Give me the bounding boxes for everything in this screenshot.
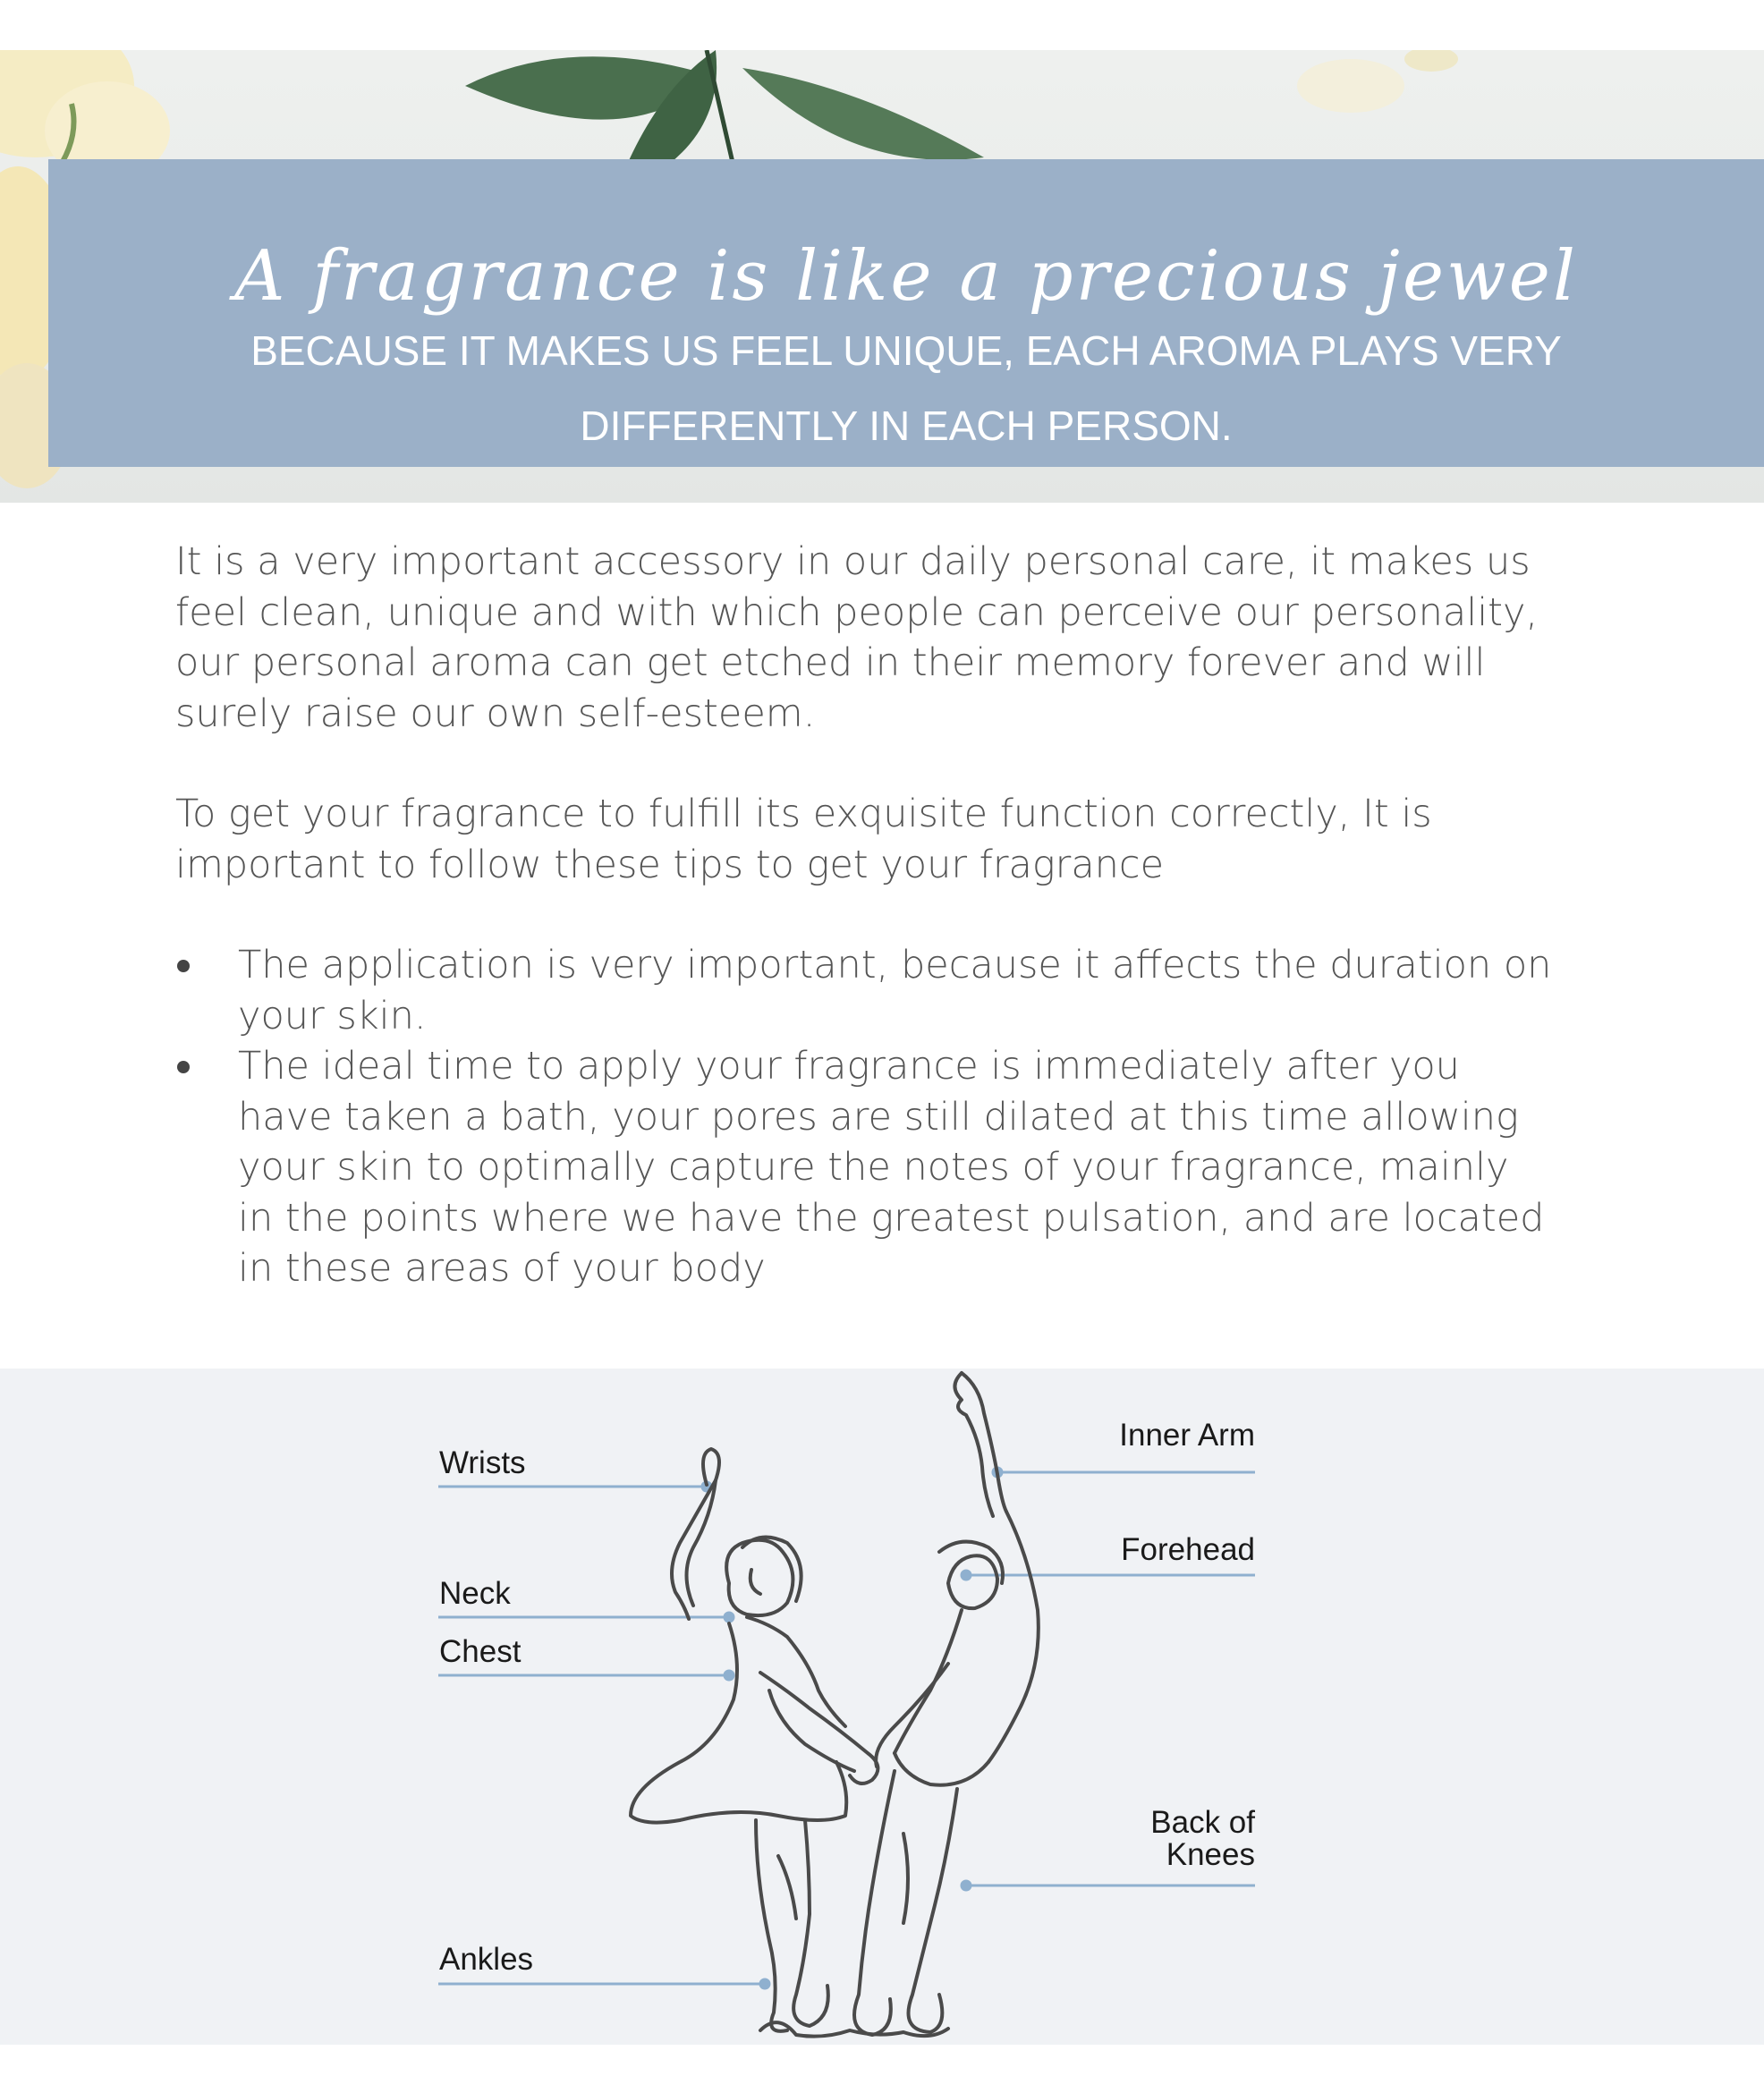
hero-header <box>0 50 1764 503</box>
title-banner <box>48 159 1764 467</box>
label-line: Back of <box>1150 1805 1255 1840</box>
woman-face <box>751 1570 760 1594</box>
man-head <box>948 1555 997 1608</box>
list-item-text: The application is very important, because it affects the duration on your skin. <box>238 943 1552 1038</box>
pulse-point-dot <box>962 1571 971 1580</box>
list-item <box>175 940 1553 1041</box>
label-forehead: Forehead <box>1121 1532 1255 1567</box>
pulse-points-diagram <box>0 1368 1764 2045</box>
pulse-point-dot <box>725 1613 734 1622</box>
bullet-icon <box>177 960 190 972</box>
couple-line-art <box>631 1373 1039 2037</box>
pulse-point-dot <box>962 1881 971 1890</box>
subtitle-line: BECAUSE IT MAKES US FEEL UNIQUE, EACH AROMA PLAYS VERY <box>250 327 1562 374</box>
woman-leg <box>756 1820 787 2031</box>
woman-arm <box>672 1449 719 1619</box>
bullet-icon <box>177 1061 190 1073</box>
label-inner-arm: Inner Arm <box>1119 1418 1255 1453</box>
paragraph: It is a very important accessory in our daily personal care, it makes us feel clean, unique and with which people can perceive our personality, our personal aroma can get etched in their memory forever and will surely raise our own self-esteem. <box>175 539 1539 736</box>
flower-petal <box>1297 59 1404 113</box>
pulse-point-dot <box>760 1979 769 1988</box>
label-line: Knees <box>1166 1837 1255 1872</box>
article-body <box>175 537 1553 1294</box>
list-item-text: The ideal time to apply your fragrance is immediately after you have taken a bath, your pores are still dilated at this time allowing your skin to optimally capture the notes of your fragrance, mainly in the points where we have the greatest pulsation, and are located in these areas of your body <box>238 1044 1545 1291</box>
label-wrists: Wrists <box>439 1445 526 1480</box>
man-torso <box>895 1610 962 1753</box>
man-arm-lower <box>876 1664 948 1767</box>
label-back-of-knees <box>1029 1807 1255 1871</box>
man-arm <box>955 1373 994 1516</box>
man-leg <box>854 1771 895 2035</box>
woman-head <box>726 1540 793 1615</box>
man-leg <box>909 1789 958 2032</box>
label-ankles: Ankles <box>439 1942 534 1977</box>
paragraph: To get your fragrance to fulfill its exquisite function correctly, It is important to follow these tips to get your fragrance <box>175 792 1432 887</box>
leaf <box>742 68 984 160</box>
label-chest: Chest <box>439 1634 522 1669</box>
label-neck: Neck <box>439 1576 511 1611</box>
woman-leg-detail <box>778 1856 796 1919</box>
subtitle-line: DIFFERENTLY IN EACH PERSON. <box>580 402 1233 449</box>
woman-leg <box>793 1820 828 2026</box>
woman-dress <box>631 1623 846 1823</box>
dancing-couple-illustration <box>0 1368 1764 2045</box>
leaf-stem <box>707 50 734 166</box>
tips-list <box>175 940 1553 1294</box>
man-leg-detail <box>903 1834 908 1923</box>
list-item <box>175 1041 1553 1294</box>
woman-arm <box>687 1480 717 1606</box>
script-title: A fragrance is like a precious jewel <box>234 236 1578 317</box>
man-waist <box>895 1753 988 1785</box>
banner-subtitle <box>48 313 1764 463</box>
pulse-point-dot <box>725 1671 734 1680</box>
flower-petal <box>1404 50 1458 72</box>
